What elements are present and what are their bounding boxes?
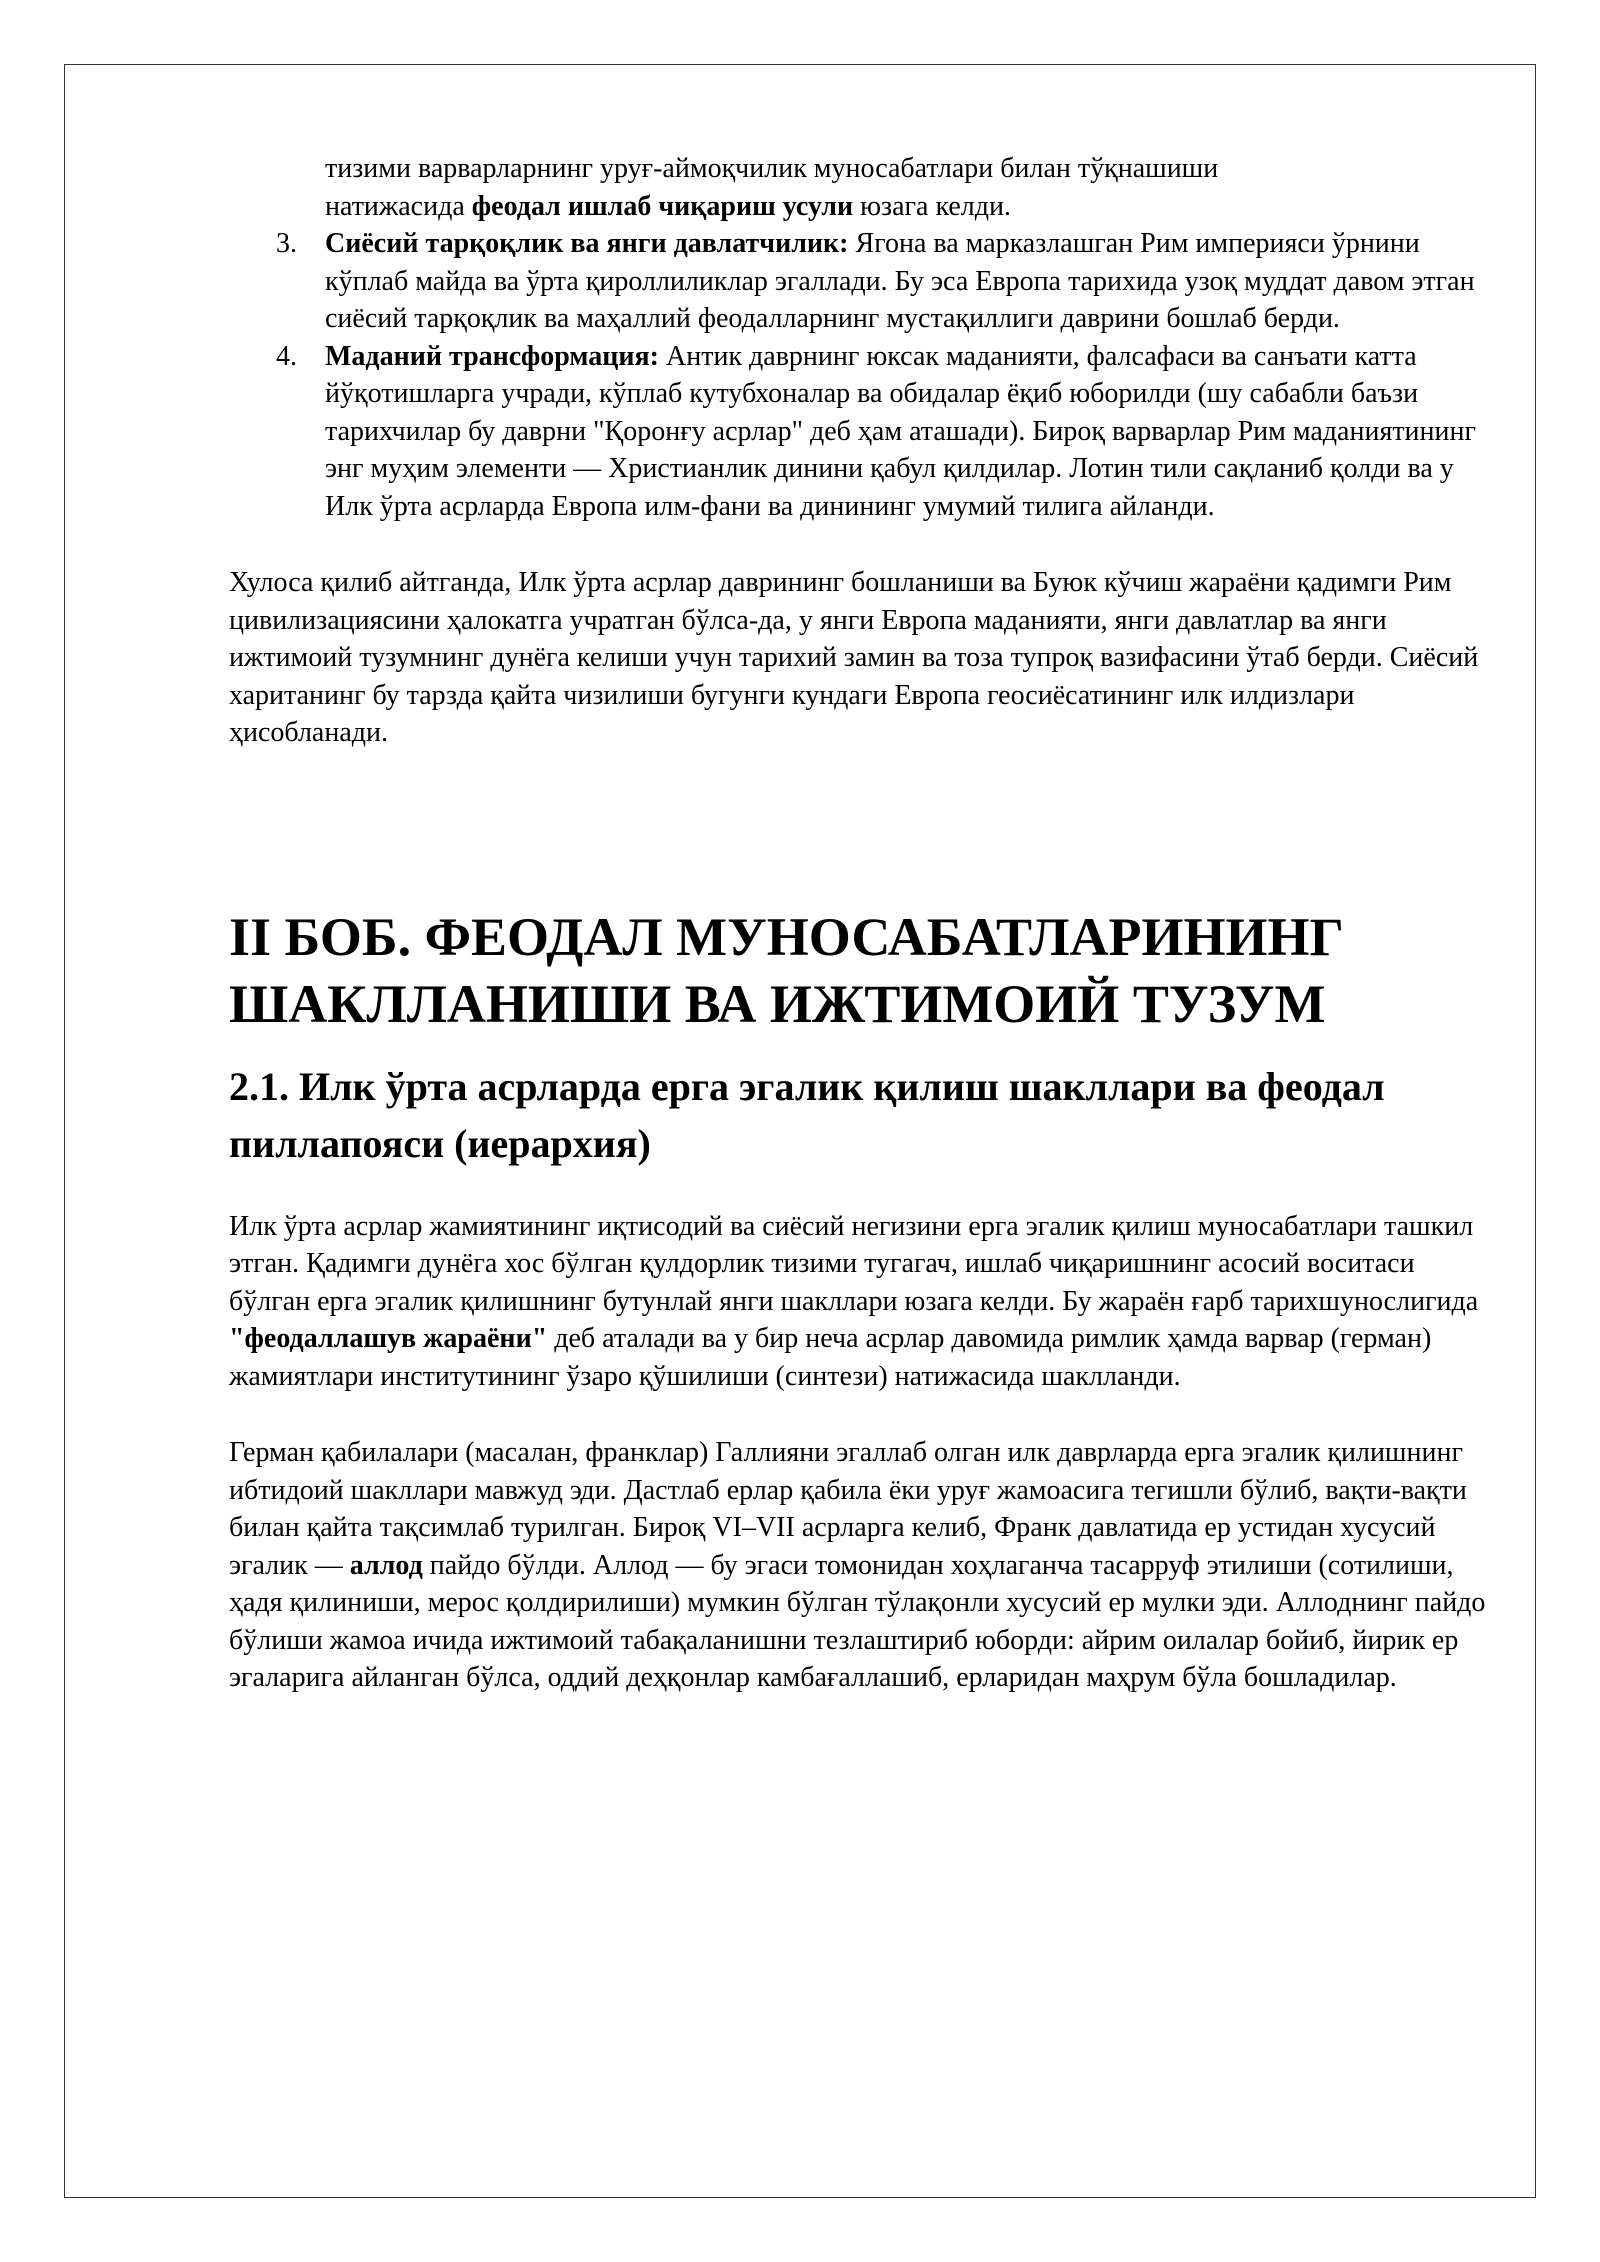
paragraph-text-after: пайдо бўлди. Аллод — бу эгаси томонидан хоҳлаганча тасарруф этилиши (сотилиши, ҳадя қилиниши, мерос қолдирилиши) мумкин бўлган тўлақонли хусусий ер мулки эди. Аллоднинг пайдо бўлиши жамоа ичида ижтимоий табақаланишни тезлаштириб юборди: айрим оилалар бойиб, йирик ер эгаларига айланган бўлса, оддий деҳқонлар камбағаллашиб, ерларидан маҳрум бўла бошладилар. bbox=[229, 1549, 1486, 1693]
list-item-4 bbox=[229, 338, 1489, 526]
list-item-text: Антик даврнинг юксак маданияти, фалсафаси ва санъати катта йўқотишларга учради, кўплаб кутубхоналар ва обидалар ёқиб юборилди (шу сабабли баъзи тарихчилар бу даврни "Қоронғу асрлар" деб ҳам аташади). Бироқ варварлар Рим маданиятининг энг муҳим элементи — Христианлик динини қабул қилдилар. Лотин тили сақланиб қолди ва у Илк ўрта асрларда Европа илм-фани ва динининг умумий тилига айланди. bbox=[325, 340, 1476, 522]
list-item-number: 4. bbox=[276, 340, 297, 372]
paragraph-bold-term: аллод bbox=[349, 1549, 423, 1581]
list-item-continuation bbox=[229, 150, 1489, 225]
section-paragraph-1 bbox=[229, 1208, 1489, 1396]
continuation-text-after: юзага келди. bbox=[853, 190, 1011, 222]
document-content bbox=[229, 150, 1489, 1697]
continuation-text-before: натижасида bbox=[325, 190, 472, 222]
list-item-number: 3. bbox=[276, 228, 297, 259]
paragraph-text-before: Герман қабилалари (масалан, франклар) Галлияни эгаллаб олган илк даврларда ерга эгалик қилишнинг ибтидоий шакллари мавжуд эди. Дастлаб ерлар қабила ёки уруғ жамоасига тегишли бўлиб, вақти-вақти билан қайта тақсимлаб турилган. Бироқ VI–VII асрларга келиб, Франк давлатида ер устидан хусусий эгалик — bbox=[229, 1437, 1467, 1581]
section-heading: 2.1. Илк ўрта асрларда ерга эгалик қилиш шакллари ва феодал пиллапояси (иерархия) bbox=[229, 1063, 1385, 1166]
list-item-3 bbox=[229, 225, 1489, 338]
continuation-bold-term: феодал ишлаб чиқариш усули bbox=[471, 190, 854, 222]
paragraph-text-after: деб аталади ва у бир неча асрлар давомида римлик ҳамда варвар (герман) жамиятлари институтининг ўзаро қўшилиши (синтези) натижасида шаклланди. bbox=[229, 1323, 1432, 1392]
chapter-heading: II БОБ. ФЕОДАЛ МУНОСАБАТЛАРИНИНГ ШАКЛЛАНИШИ ВА ИЖТИМОИЙ ТУЗУМ bbox=[229, 906, 1344, 1034]
section-paragraph-2 bbox=[229, 1434, 1489, 1697]
list-item-title: Маданий трансформация: bbox=[325, 340, 659, 372]
conclusion-paragraph: Хулоса қилиб айтганда, Илк ўрта асрлар даврининг бошланиши ва Буюк кўчиш жараёни қадимги Рим цивилизациясини ҳалокатга учратган бўлса-да, у янги Европа маданияти, янги давлатлар ва янги ижтимоий тузумнинг дунёга келиши учун тарихий замин ва тоза тупроқ вазифасини ўтаб берди. Сиёсий хаританинг бу тарзда қайта чизилиши бугунги кундаги Европа геосиёсатининг илк илдизлари ҳисобланади. bbox=[229, 567, 1479, 748]
list-item-title: Сиёсий тарқоқлик ва янги давлатчилик: bbox=[325, 228, 849, 259]
continuation-line-1: тизими варварларнинг уруғ-аймоқчилик муносабатлари билан тўқнашиши bbox=[325, 153, 1219, 184]
paragraph-text-before: Илк ўрта асрлар жамиятининг иқтисодий ва сиёсий негизини ерга эгалик қилиш муносабатлари ташкил этган. Қадимги дунёга хос бўлган қулдорлик тизими тугагач, ишлаб чиқаришнинг асосий воситаси бўлган ерга эгалик қилишнинг бутунлай янги шакллари юзага келди. Бу жараён ғарб тарихшунослигида bbox=[229, 1210, 1479, 1317]
paragraph-bold-term: "феодаллашув жараёни" bbox=[229, 1323, 548, 1354]
list-item-text: Ягона ва марказлашган Рим империяси ўрнини кўплаб майда ва ўрта қироллиликлар эгаллади. Бу эса Европа тарихида узоқ муддат давом этган сиёсий тарқоқлик ва маҳаллий феодалларнинг мустақиллиги даврини бошлаб берди. bbox=[325, 228, 1475, 334]
